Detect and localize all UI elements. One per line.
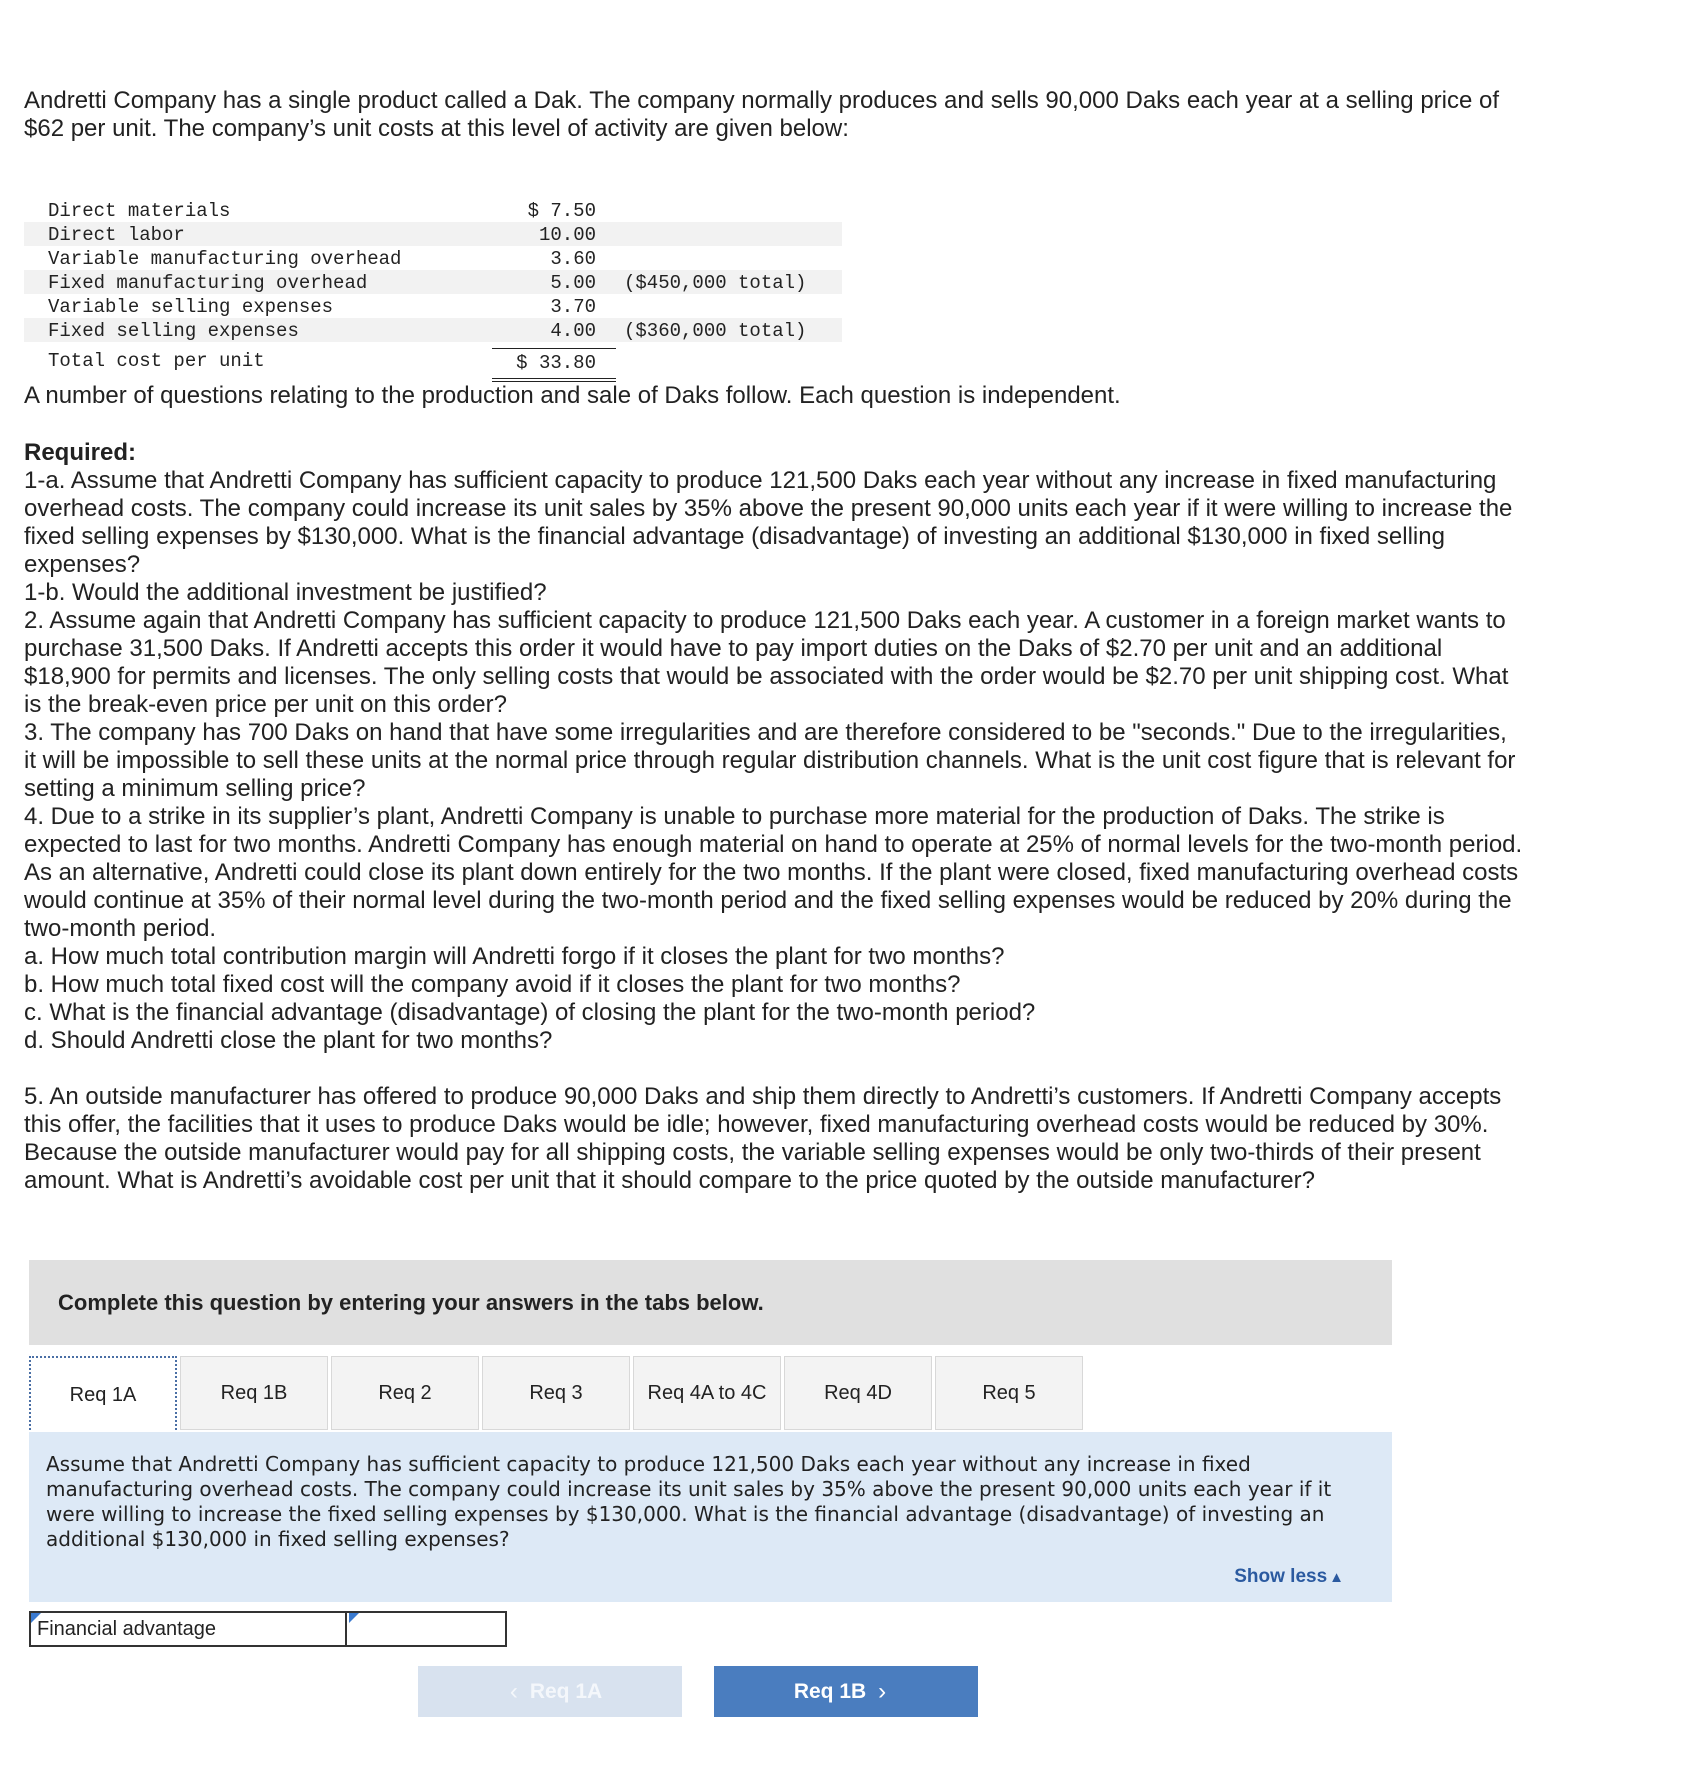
show-less-link[interactable] [1234,1566,1344,1588]
question-1a: 1-a. Assume that Andretti Company has sufficient capacity to produce 121,500 Daks each year without any increase in fixed manufacturing overhead costs. The company could increase its unit sales by 35% above the present 90,000 units each year if it were willing to increase the fixed selling expenses by $130,000. What is the financial advantage (disadvantage) of investing an additional $130,000 in fixed selling expenses? [24,467,1513,578]
cost-row [24,318,842,342]
tab-content-panel [29,1432,1392,1602]
next-req-button[interactable] [714,1666,978,1717]
spacer [24,1055,1524,1083]
instruction-text: Complete this question by entering your answers in the tabs below. [58,1290,764,1315]
question-4a: a. How much total contribution margin will Andretti forgo if it closes the plant for two months? [24,943,1005,970]
question-1b: 1-b. Would the additional investment be justified? [24,579,547,606]
cost-row [24,246,842,270]
question-4c: c. What is the financial advantage (disadvantage) of closing the plant for the two-month period? [24,999,1036,1026]
intro-text: Andretti Company has a single product called a Dak. The company normally produces and sells 90,000 Daks each year at a selling price of $62 per unit. The company’s unit costs at this level of activity are given below: [24,87,1500,142]
chevron-right-icon: › [878,1677,887,1705]
total-label: Total cost per unit [48,350,265,372]
cost-row [24,294,842,318]
cost-total-row [24,348,842,380]
cost-amount: $ 7.50 [527,200,596,222]
cost-amount: 10.00 [538,224,596,246]
cost-row [24,198,842,222]
question-3: 3. The company has 700 Daks on hand that have some irregularities and are therefore considered to be "seconds." Due to the irregularities, it will be impossible to sell these units at the normal price through regular distribution channels. What is the unit cost figure that is relevant for setting a minimum selling price? [24,719,1516,802]
cost-amount: 4.00 [550,320,596,342]
cost-note: ($360,000 total) [624,320,807,342]
tab-req-3[interactable]: Req 3 [482,1356,630,1430]
required-section [24,439,1524,1195]
cost-amount: 3.70 [550,296,596,318]
cost-row [24,270,842,294]
triangle-up-icon: ▲ [1329,1569,1344,1586]
cost-label: Direct labor [48,224,185,246]
prev-req-button[interactable] [418,1666,682,1717]
tab-req-1a[interactable]: Req 1A [29,1356,177,1434]
tab-question-text: Assume that Andretti Company has sufficient capacity to produce 121,500 Daks each year without any increase in fixed manufacturing overhead costs. The company could increase its unit sales by 35% above the present 90,000 units each year if it were willing to increase the fixed selling expenses by $130,000. What is the financial advantage (disadvantage) of investing an additional $130,000 in fixed selling expenses? [46,1452,1332,1551]
cost-label: Variable selling expenses [48,296,334,318]
cost-note: ($450,000 total) [624,272,807,294]
question-2: 2. Assume again that Andretti Company has sufficient capacity to produce 121,500 Daks each year. A customer in a foreign market wants to purchase 31,500 Daks. If Andretti accepts this order it would have to pay import duties on the Daks of $2.70 per unit and an additional $18,900 for permits and licenses. The only selling costs that would be associated with the order would be $2.70 per unit shipping cost. What is the break-even price per unit on this order? [24,607,1509,718]
question-5: 5. An outside manufacturer has offered to produce 90,000 Daks and ship them directly to Andretti’s customers. If Andretti Company accepts this offer, the facilities that it uses to produce Daks would be idle; however, fixed manufacturing overhead costs would be reduced by 30%. Because the outside manufacturer would pay for all shipping costs, the variable selling expenses would be only two-thirds of their present amount. What is Andretti’s avoidable cost per unit that it should compare to the price quoted by the outside manufacturer? [24,1083,1502,1194]
subtotal-rule [492,348,616,349]
tab-req-5[interactable]: Req 5 [935,1356,1083,1430]
total-amount: $ 33.80 [516,352,596,374]
cost-amount: 3.60 [550,248,596,270]
cost-label: Variable manufacturing overhead [48,248,402,270]
show-less-label: Show less [1234,1566,1328,1587]
question-4b: b. How much total fixed cost will the company avoid if it closes the plant for two months? [24,971,961,998]
required-title: Required: [24,439,137,466]
questions-intro: A number of questions relating to the production and sale of Daks follow. Each question is independent. [24,382,1121,409]
cost-row [24,222,842,246]
prev-req-label: Req 1A [529,1679,603,1703]
tab-req-1b[interactable]: Req 1B [180,1356,328,1430]
tab-req-4a-to-4c[interactable]: Req 4A to 4C [633,1356,781,1430]
cost-amount: 5.00 [550,272,596,294]
unit-cost-table [24,198,842,380]
question-4: 4. Due to a strike in its supplier’s plant, Andretti Company is unable to purchase more material for the production of Daks. The strike is expected to last for two months. Andretti Company has enough material on hand to operate at 25% of normal levels for the two-month period. As an alternative, Andretti could close its plant down entirely for the two months. If the plant were closed, fixed manufacturing overhead costs would continue at 35% of their normal level during the two-month period and the fixed selling expenses would be reduced by 20% during the two-month period. [24,803,1523,942]
cost-label: Fixed manufacturing overhead [48,272,368,294]
answer-row [29,1611,507,1647]
tab-req-2[interactable]: Req 2 [331,1356,479,1430]
cost-label: Direct materials [48,200,231,222]
next-req-label: Req 1B [793,1679,867,1703]
tab-req-4d[interactable]: Req 4D [784,1356,932,1430]
answer-label: Financial advantage [31,1613,347,1645]
chevron-left-icon: ‹ [509,1677,518,1705]
question-4d: d. Should Andretti close the plant for two months? [24,1027,553,1054]
financial-advantage-input[interactable] [349,1613,509,1647]
cost-label: Fixed selling expenses [48,320,299,342]
instruction-panel [29,1260,1392,1345]
